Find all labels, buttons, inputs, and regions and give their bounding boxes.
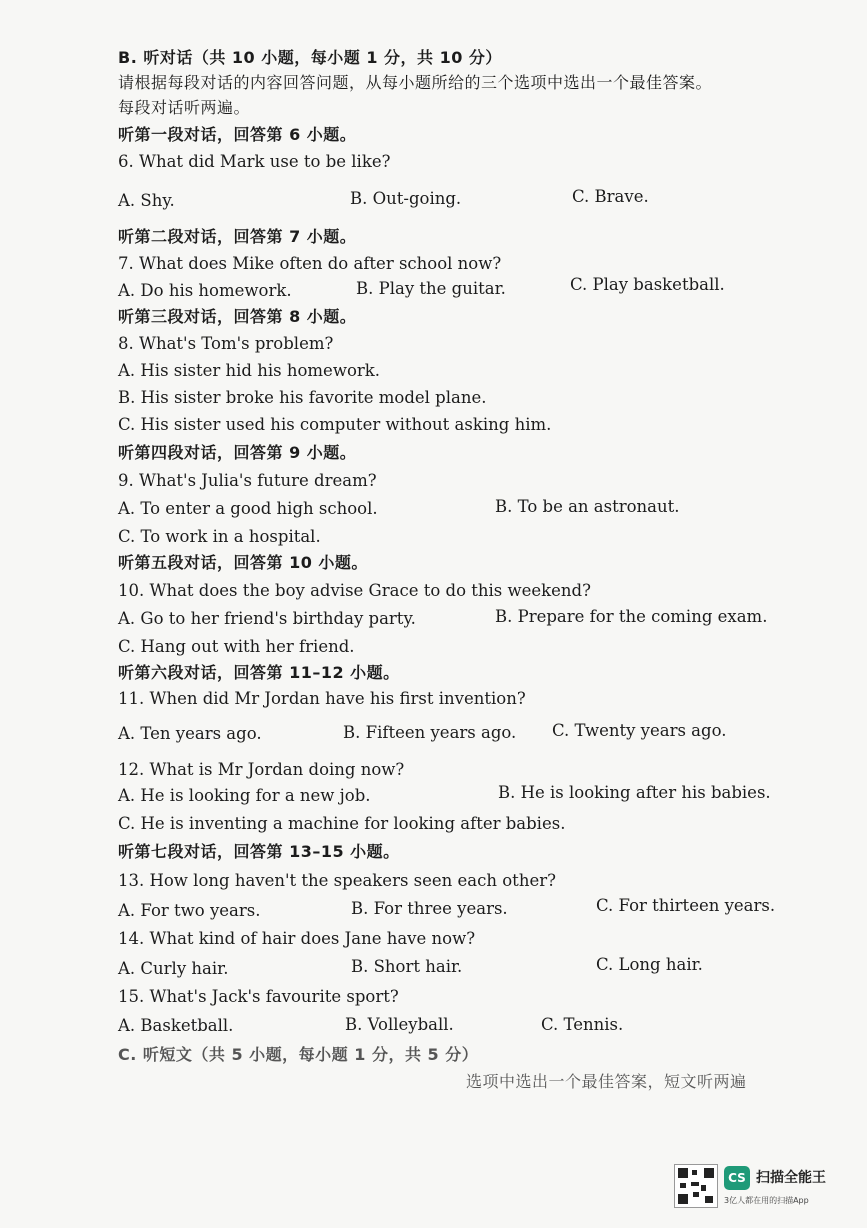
- question-6-option-c: C. Brave.: [572, 187, 649, 206]
- question-8-option-c: C. His sister used his computer without asking him.: [118, 415, 552, 434]
- question-7-option-c: C. Play basketball.: [570, 275, 725, 294]
- question-6-option-a: A. Shy.: [118, 191, 175, 210]
- section-b-instruction-line1: 请根据每段对话的内容回答问题，从每小题所给的三个选项中选出一个最佳答案。: [118, 73, 713, 92]
- question-14-option-a: A. Curly hair.: [118, 959, 229, 978]
- question-11-option-c: C. Twenty years ago.: [552, 721, 727, 740]
- question-12-option-b: B. He is looking after his babies.: [498, 783, 771, 802]
- question-13: 13. How long haven't the speakers seen each other?: [118, 871, 556, 890]
- dialogue-1-header: 听第一段对话，回答第 6 小题。: [118, 125, 357, 144]
- question-15-option-b: B. Volleyball.: [345, 1015, 454, 1034]
- question-10-option-c: C. Hang out with her friend.: [118, 637, 355, 656]
- question-14: 14. What kind of hair does Jane have now?: [118, 929, 476, 948]
- scanner-watermark: [674, 1162, 849, 1214]
- question-6: 6. What did Mark use to be like?: [118, 152, 391, 171]
- question-9-option-a: A. To enter a good high school.: [118, 499, 378, 518]
- question-11: 11. When did Mr Jordan have his first invention?: [118, 689, 526, 708]
- question-10-option-a: A. Go to her friend's birthday party.: [118, 609, 416, 628]
- question-14-option-c: C. Long hair.: [596, 955, 703, 974]
- question-13-option-b: B. For three years.: [351, 899, 508, 918]
- question-11-option-b: B. Fifteen years ago.: [343, 723, 517, 742]
- app-name: 扫描全能王: [756, 1170, 826, 1186]
- question-12-option-c: C. He is inventing a machine for looking after babies.: [118, 814, 566, 833]
- question-12-option-a: A. He is looking for a new job.: [118, 786, 371, 805]
- question-8-option-a: A. His sister hid his homework.: [118, 361, 381, 380]
- question-7-option-a: A. Do his homework.: [118, 281, 292, 300]
- app-tagline: 3亿人都在用的扫描App: [724, 1196, 809, 1205]
- question-15-option-c: C. Tennis.: [541, 1015, 624, 1034]
- question-7-option-b: B. Play the guitar.: [356, 279, 506, 298]
- dialogue-2-header: 听第二段对话，回答第 7 小题。: [118, 227, 357, 246]
- question-12: 12. What is Mr Jordan doing now?: [118, 760, 405, 779]
- section-b-title: B. 听对话（共 10 小题，每小题 1 分，共 10 分）: [118, 48, 502, 67]
- dialogue-3-header: 听第三段对话，回答第 8 小题。: [118, 307, 357, 326]
- camscanner-logo-icon: CS: [724, 1166, 750, 1190]
- question-14-option-b: B. Short hair.: [351, 957, 463, 976]
- question-6-option-b: B. Out-going.: [350, 189, 462, 208]
- question-13-option-a: A. For two years.: [118, 901, 261, 920]
- dialogue-6-header: 听第六段对话，回答第 11–12 小题。: [118, 663, 400, 682]
- question-9: 9. What's Julia's future dream?: [118, 471, 377, 490]
- question-8-option-b: B. His sister broke his favorite model plane.: [118, 388, 487, 407]
- question-7: 7. What does Mike often do after school now?: [118, 254, 502, 273]
- question-10: 10. What does the boy advise Grace to do this weekend?: [118, 581, 591, 600]
- question-11-option-a: A. Ten years ago.: [118, 724, 262, 743]
- section-b-instruction-line2: 每段对话听两遍。: [118, 98, 251, 117]
- dialogue-4-header: 听第四段对话，回答第 9 小题。: [118, 443, 357, 462]
- question-8: 8. What's Tom's problem?: [118, 334, 334, 353]
- section-c-instruction: 选项中选出一个最佳答案，短文听两遍: [466, 1072, 747, 1091]
- question-13-option-c: C. For thirteen years.: [596, 896, 776, 915]
- question-15: 15. What's Jack's favourite sport?: [118, 987, 399, 1006]
- section-c-title: C. 听短文（共 5 小题，每小题 1 分，共 5 分）: [118, 1045, 479, 1064]
- question-10-option-b: B. Prepare for the coming exam.: [495, 607, 768, 626]
- question-9-option-b: B. To be an astronaut.: [495, 497, 680, 516]
- question-15-option-a: A. Basketball.: [118, 1016, 234, 1035]
- dialogue-5-header: 听第五段对话，回答第 10 小题。: [118, 553, 368, 572]
- question-9-option-c: C. To work in a hospital.: [118, 527, 321, 546]
- dialogue-7-header: 听第七段对话，回答第 13–15 小题。: [118, 842, 400, 861]
- qr-code-icon: [674, 1164, 718, 1208]
